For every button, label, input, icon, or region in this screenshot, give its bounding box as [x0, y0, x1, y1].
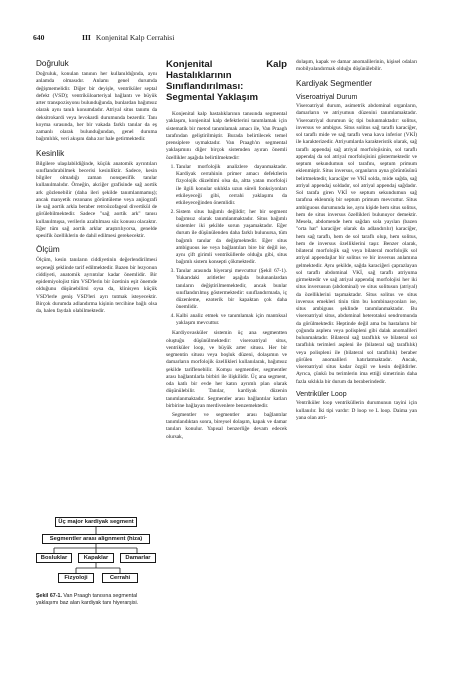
list-item: 1. Tanılar morfolojik analizlere dayanmaktadır. Kardiyak cerrahinin primer amacı defektlerin fizyolojik düzeltimi olsa da, altta yatan morfoloji ile ilgili konular sıklıkla uzun süreli fonksiyonları etkileyeceği gibi, cerrahi yaklaşımı da etkileyeceğinden önemlidir.	[176, 164, 287, 208]
column-middle	[166, 59, 287, 442]
figure-hierarchy-diagram	[36, 517, 156, 590]
paragraph-viseroatriyal: Viseroatriyal durum, asimetrik abdominal organların, damarların ve atriyumun düzenini tanımlamaktadır. Viseroatriyal durumun üç tipi bulunmaktadır: solitus, inversus ve ambigus. Situs solitus sağ taraflı karaciğer, sol taraflı mide ve sağ taraflı vena kava inferior (VKİ) ile karakterizedir. Atriyumlarda karakteristik olarak, sağ taraflı appendaj sağ atriyal morfolojisinin, sol taraflı appendaj da sol atriyal morfolojisini göstermektedir ve septum sekundumun sol tarafını, septum primum eklenmiştir. Situs inversus, organların ayna görüntüsünü belirtmektedir, karaciğer ve VKİ solda, mide sağda, sağ atriyal appendaj soldadır, sol atriyal appendaj sağdadır. Sol tarafa giren VKİ ve septum sekundumun sağ tarafına eklenmiş bir septum primum mevcuttur. Situs ambiguous durumunda ise, aynı kişide hem situs solitus, hem de situs inversus özellikleri bulunuyor demektir. Mesela, abdomende hem sağdan sola yayılan (bazen "orta hat" karaciğer olarak da adlandırılır) karaciğer, hem sağ taraflı, hem de sol taraflı olup, hem solitus, hem de inversus özelliklerini taşır. Benzer olarak, bilateral morfolojik sağ veya bilateral morfolojik sol atriyal appendajlar bir solitus ve bir inversus anlamına gelmektedir. Aynı şekilde, sağda karaciğeri çaprazlayan sol taraflı abdominal VKİ, sağ taraflı atriyuma girmektedir ve sağ atriyal appendaj morfolojisi her iki situs inversusun (abdominal) ve situs solitusun (atriyal) da özelliklerini taşımaktadır. Situs solitus ve situs inversus emekleri tinin tüm bu kombinasyonları ise, situs ambiguus şeklinde tanımlanmaktadır. Bu viseroatriyal situs, abdominal heterotaksi sendromunda da görülmektedir. Heptinde değil ama bu hastaların bir çoğunda asplenı veya polispleni gibi dalak anomalileri bulunmaktadır. Bilateral sağ taraflılık ve bilateral sol taraflılık terimleri aspleni ile (bilateral sağ taraflılık) veya polispleni ile (bilateral sol taraflılık) beraber görülen anomalileri hatırlatmaktadır. Ancak, viseroatriyal situs kadar özgül ve kesin değildirler. Ayrıca, çünkü bu terimlerin ima ettiği simetrinin daha fazla sıklıkla bir durum da beraberindedir.	[296, 103, 417, 385]
list-item: 4. Kalbi analiz etmek ve tanımlamak için mantıksal yaklaşım mevcuttur.	[176, 313, 287, 328]
box-cerrahi: Cerrahi	[102, 573, 138, 583]
chapter-title: Konjenital Kalp Cerrahisi	[95, 33, 175, 42]
figure-caption	[36, 593, 157, 606]
heading-kardiyak-segmentler: Kardiyak Segmentler	[296, 78, 372, 88]
caption-text: Van Praagh tanısına segmental yaklaşımı baz alan kardiyak tanı hiyerarşisi.	[36, 593, 139, 606]
page-number: 640	[33, 33, 45, 42]
caption-label: Şekil 67-1.	[36, 593, 62, 599]
paragraph-intro: Konjenital kalp hastalıklarının tanısında segmental yaklaşım, konjenital kalp defektlerini tanımlamak için sistematik bir metod tanımlamak amacı ile, Van Praagh tarafından geliştirilmiştir. Burada belirtilecek temel prensiplere uymaktadır. Van Praagh'ın segmental yaklaşımını diğer birçok sistemden ayıran önemli özellikler aşağıda belirtilmektedir:	[166, 111, 287, 161]
features-list	[166, 164, 287, 328]
column-left	[36, 59, 157, 317]
subheading-viseroatriyal: Viseroatriyal Durum	[296, 93, 358, 101]
section-title: Konjenital Kalp Hastalıklarının Sınıflandırılması: Segmental Yaklaşım	[166, 59, 287, 103]
column-right	[296, 59, 417, 424]
paragraph-segments: Kardiyovasküler sistemin üç ana segmentten oluştuğu düşünülmektedir: viseroatriyal situs, ventriküler loop, ve büyük arter situsu. Her bir segmentin situsu veya boşluk düzeni, dolaşımın ve damarların morfolojik özellikleri kullanılarak, bağımsız şekilde tariflenebilir. Komşu segmentler, segmentler arası bağlantılarla birbiri ile ilişkilidir. Üç ana segment, oda katlı bir evde her katın ayrımlı plan olarak düşünülebilir. Tanılar, kardiyak düzenin tanımlanmaktadır. Segmentler arası bağlantılar katları birbirine bağlayan merdivenlere benzemektedir.	[166, 330, 287, 409]
paragraph-connections: Segmentler ve segmentler arası bağlantılar tanımlandıktan sonra, bireysel dolaşım, kapak ve damar tanıları konulur. Yapısal benzerliğe devam edecek olursak,	[166, 411, 287, 440]
box-intersegment-alignment: Segmentler arası alignment (hiza)	[42, 534, 150, 544]
heading-kesinlik: Kesinlik	[36, 148, 65, 158]
box-fizyoloji: Fizyoloji	[58, 573, 94, 583]
chapter-heading	[82, 33, 174, 42]
box-bosluklar: Bosluklar	[36, 553, 72, 563]
running-header	[33, 33, 420, 45]
list-item: 3. Tanılar arasında hiyerarşi mevcuttur (Şekil 67-1). Yukarıdaki aritletler aşağıda bulunanlardan tanıların değiştirilmemektedir, ancak bunlar sınıflandırılmış göstermektedir: sınıflandırmada, iç düzenleme, ezoterik bir kapaktan çok daha önemlidir.	[176, 268, 287, 312]
paragraph-olcum: Ölçüm, kesin tanıların ciddiyetinin değerlendirilmesi seçeneği şeklinde tarif edilmektedir. Bazen bir lezyonun ciddiyeti, anatomik ayrıntılar kadar önemlidir. Bir epidemiyolojist tüm VSD'lerin bir özetinin eşit önemde olduğunu düşünebilirsi oysa da, klinisyen küçük VSD'lerle geniş VSD'leri ayrı tutmak isteyecektir. Birçok durumda adlandırma kişinin tercihine bağlı olsa da, halen faydalı olabilmektedir.	[36, 257, 157, 314]
paragraph-dogruluk: Doğruluk, konulan tanının her kullanıldığında, aynı anlamda olmasıdır. Anlamı genel durumda değişmemelidir. Diğer bir deyişle, ventriküler septal defekt (VSD); ventriküloarteriyal bağlantı ve büyük arter transpozisyonu bulunduğunda, bunlardan bağımsız olarak aynı tanılı konumdadır. Atriyal situs tanımı da deksitrokardi veya levokardi durumunda bezerdir. Tanı koyma sırasında, her bir vakada farklı tanılar da eş zamanlı olarak bulunduğundan, genel duruma bağımlılık, veri akışını daha zor hale getirmektedir.	[36, 71, 157, 143]
paragraph-ventrikuler-loop: Ventriküler loop ventriküllerin durumunun tayini için kullanılır. İki tipi vardır: D loop ve L loop. Daima yan yana olan atri-	[296, 400, 417, 421]
box-major-segments: Üç major kardiyak segment	[55, 517, 137, 527]
box-damarlar: Damarlar	[120, 553, 156, 563]
list-item: 2. Sistem situs bağımlı değildir; her bir segment bağımsız olarak tanımlanmaktadır. Situs bağımlı sistemler iki şekilde sorun yaşamaktadır. Eğer durum ile düşünülenden daha farklı bulunursa, tüm bağımlı tanılar da değişmektedir. Eğer situs ambiguous ise veya bağlantıları bire bir değil ise, aynı çift girimli ventriküllerde olduğu gibi, situs bağımlı sistem konsepti çökmektedir.	[176, 209, 287, 267]
box-kapaklar: Kapaklar	[78, 553, 114, 563]
paragraph-kesinlik: Bilgilere ulaşılabildiğinde, küçük anatomik ayrıntıları sınıflandırabilmek becerisi kesinliktir. Sadece, kesin bilgiler olmadığı zaman nonspesifik tanılar kullanılmalıdır. Örneğin, akciğer grafisinde sağ aortik ark gözlenebilir (daha ileri şekilde tanımlanmamış); ancak manyetik rezonans görüntüleme veya anjiografi ile sağ aortik arkla beraber retroözofageal divertikül de görülebilmektedir. Sadece "sağ aortik ark" tanısı kullanılmışsa, verilerin azaltılması söz konusu olacaktır. Eğer tüm sağ aortik arklar araştırılıyorsa, genelde spesifik özelliklerin de dahil edilmesi gerekecektir.	[36, 160, 157, 239]
heading-dogruluk: Doğruluk	[36, 59, 69, 68]
paragraph-continued: dolaşım, kapak ve damar anomalilerinin, kişisel odaları mobilyalandırmak olduğu düşünülebilir.	[296, 59, 417, 73]
heading-olcum: Ölçüm	[36, 245, 60, 255]
subheading-ventrikuler-loop: Ventriküler Loop	[296, 390, 347, 398]
part-number: III	[82, 33, 91, 42]
